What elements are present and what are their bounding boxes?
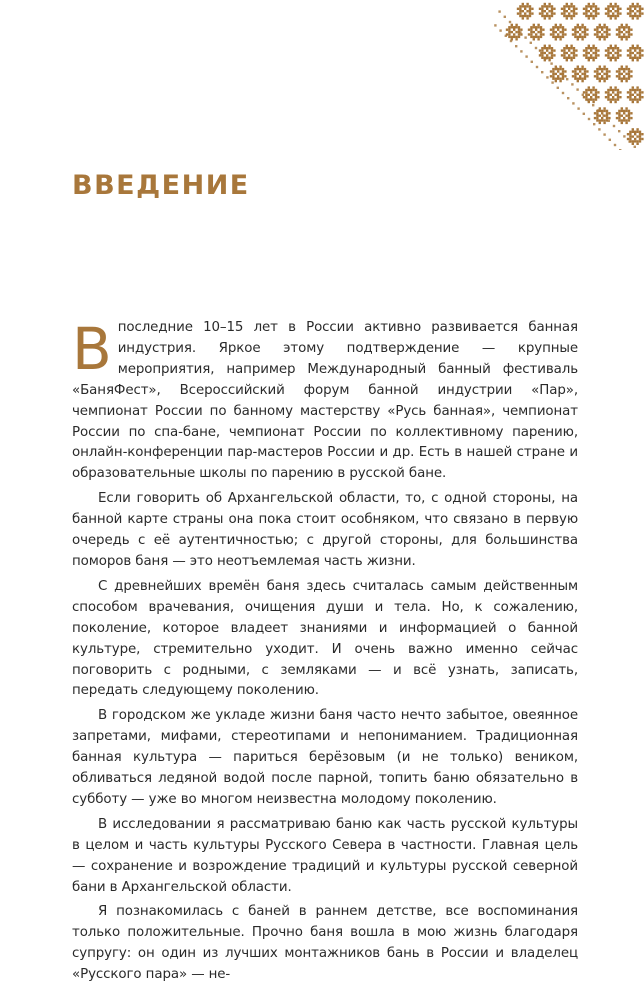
- paragraph-6: Я познакомилась с баней в раннем детстве, все воспоминания только положительные. Прочно баня вошла в мою жизнь благодаря супругу: он один из лучших монтажников бань в России и владелец «Русского пара» — не-: [72, 904, 578, 983]
- drop-cap: В: [72, 315, 112, 383]
- paragraph-2: Если говорить об Архангельской области, то, с одной стороны, на банной карте страны она пока стоит особняком, что связано в первую очередь с её аутентичностью; с другой стороны, для большинства поморов баня — это неотъемлемая часть жизни.: [72, 491, 578, 569]
- paragraph-4: В городском же укладе жизни баня часто нечто забытое, овеянное запретами, мифами, стереотипами и непониманием. Традиционная банная культура — париться берёзовым (и не только) веником, обливаться ледяной водой после парной, топить баню обязательно в субботу — уже во многом неизвестна молодому поколению.: [72, 708, 578, 807]
- chapter-heading: ВВЕДЕНИЕ: [72, 170, 250, 201]
- paragraph-1: [72, 315, 578, 485]
- body-text: [72, 315, 578, 986]
- paragraph-5: В исследовании я рассматриваю баню как часть русской культуры в целом и часть культуры Русского Севера в частности. Главная цель — сохранение и возрождение традиций и культуры русской северной бани в Архангельской области.: [72, 816, 578, 895]
- paragraph-3: С древнейших времён баня здесь считалась самым действенным способом врачевания, очищения души и тела. Но, к сожалению, поколение, которое владеет знаниями и информацией о банной культуре, стремительно уходит. И очень важно именно сейчас поговорить с родными, с земляками — и всё узнать, записать, передать следующему поколению.: [72, 578, 578, 699]
- folk-embroidery-ornament: [494, 0, 644, 150]
- paragraph-text: последние 10–15 лет в России активно развивается банная индустрия. Яркое этому подтверждение — крупные мероприятия, например Международный банный фестиваль «БаняФест», Всероссийский форум банной индустрии «Пар», чемпионат России по банному мастерству «Русь банная», чемпионат России по спа-бане, чемпионат России по коллективному парению, онлайн-конференции пар-мастеров России и др. Есть в нашей стране и образовательные школы по парению в русской бане.: [72, 320, 578, 482]
